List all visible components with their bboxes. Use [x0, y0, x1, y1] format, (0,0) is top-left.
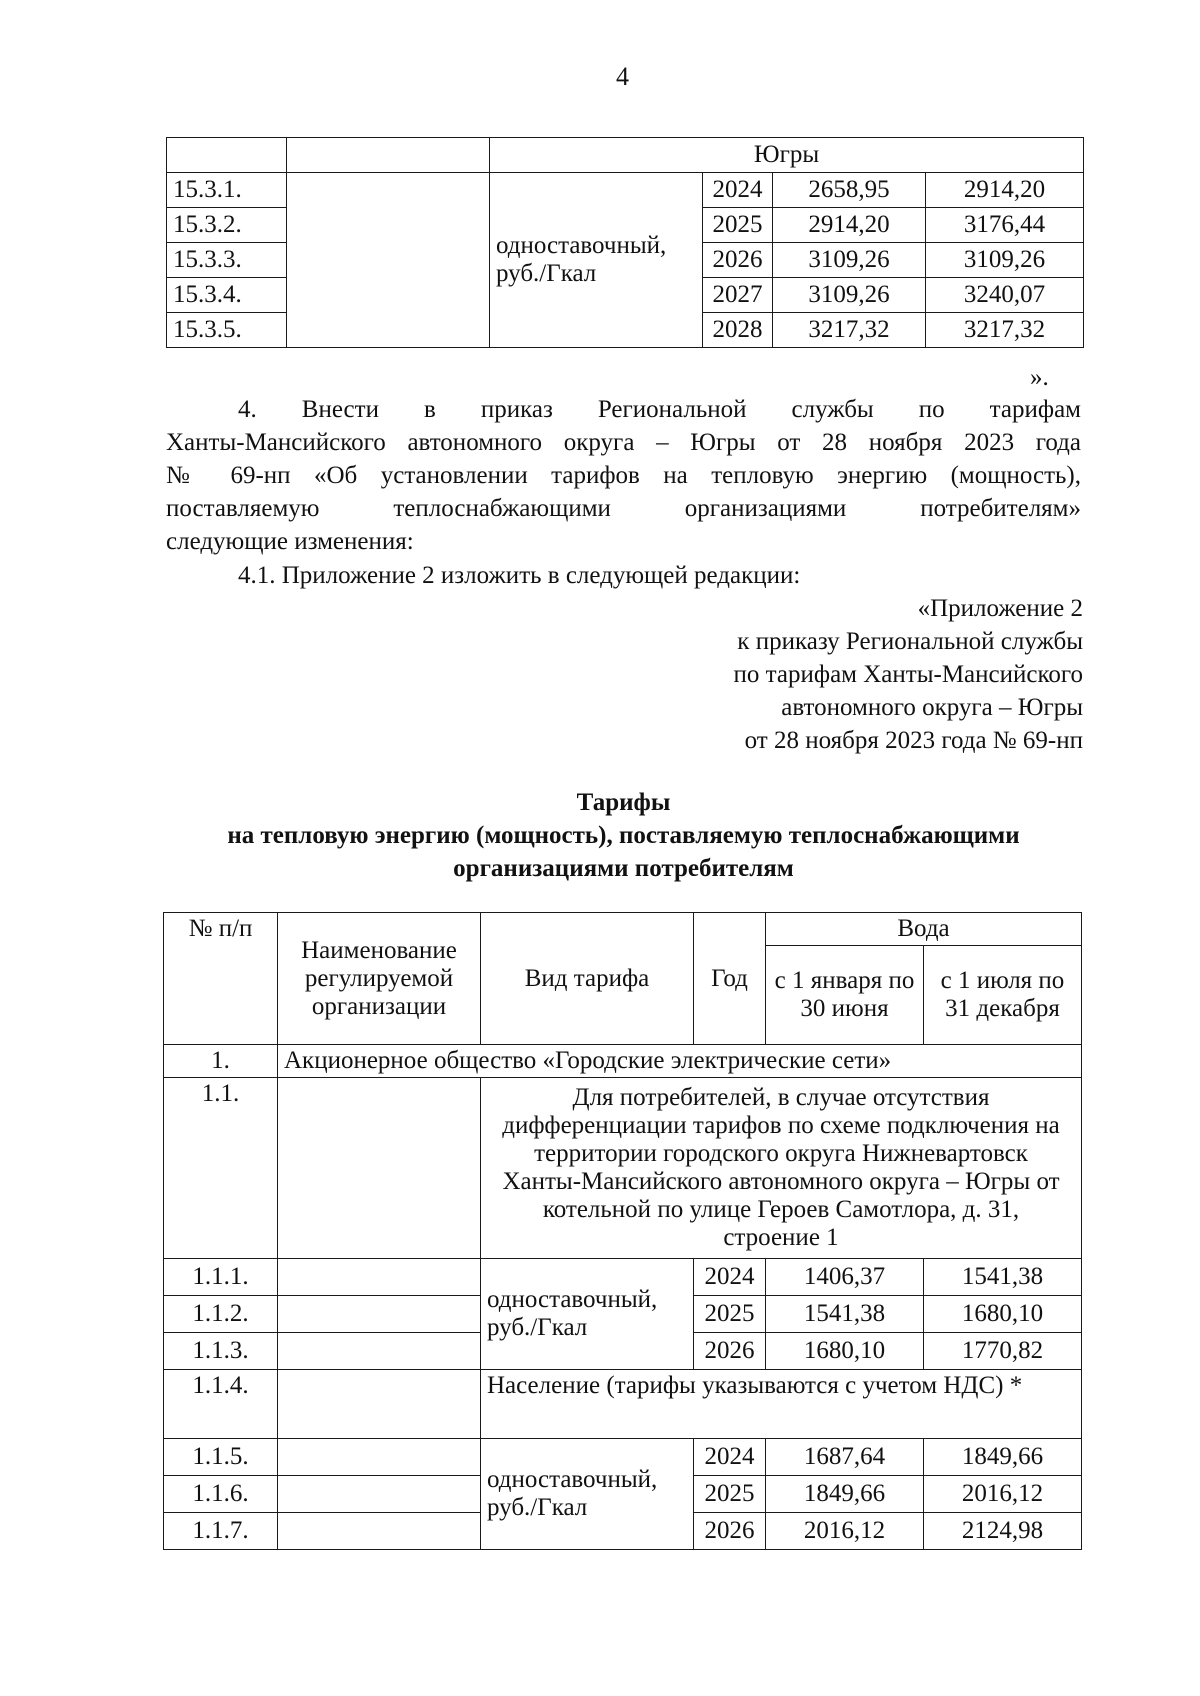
year-cell: 2025	[694, 1476, 766, 1513]
value-cell: 1680,10	[766, 1333, 924, 1370]
table-row	[167, 138, 1084, 173]
cell-empty	[278, 1333, 481, 1370]
row-number: 15.3.5.	[167, 313, 287, 348]
value-cell: 2658,95	[773, 173, 926, 208]
value-cell: 1541,38	[924, 1259, 1082, 1296]
row-number: 15.3.3.	[167, 243, 287, 278]
cell-empty	[278, 1513, 481, 1550]
tariff-type: одноставочный, руб./Гкал	[490, 173, 703, 348]
tariff-type: одноставочный, руб./Гкал	[481, 1259, 694, 1370]
cell-empty	[167, 138, 287, 173]
continuation-table	[166, 137, 1084, 348]
header-number: № п/п	[164, 913, 278, 1045]
cell-empty	[278, 1370, 481, 1439]
header-cell: Югры	[490, 138, 1084, 173]
value-cell: 1770,82	[924, 1333, 1082, 1370]
value-cell: 3217,32	[773, 313, 926, 348]
cell-empty	[278, 1259, 481, 1296]
cell-empty	[278, 1476, 481, 1513]
paragraph-4	[166, 393, 1081, 558]
tariff-type: одноставочный, руб./Гкал	[481, 1439, 694, 1550]
value-cell: 1687,64	[766, 1439, 924, 1476]
organization-name: Акционерное общество «Городские электрические сети»	[278, 1045, 1082, 1078]
paragraph-line: поставляемую теплоснабжающими организациями потребителям»	[166, 495, 1081, 522]
value-cell: 1406,37	[766, 1259, 924, 1296]
value-cell: 2124,98	[924, 1513, 1082, 1550]
year-cell: 2024	[694, 1439, 766, 1476]
table-row	[164, 1078, 1082, 1259]
row-number: 15.3.1.	[167, 173, 287, 208]
cell-empty	[278, 1078, 481, 1259]
appendix-line: «Приложение 2	[917, 595, 1083, 622]
title-line: на тепловую энергию (мощность), поставляемую теплоснабжающими	[227, 822, 1020, 849]
header-organization: Наименование регулируемой организации	[278, 913, 481, 1045]
year-cell: 2025	[694, 1296, 766, 1333]
cell-empty	[278, 1439, 481, 1476]
appendix-reference	[483, 592, 1083, 757]
row-number: 1.	[164, 1045, 278, 1078]
appendix-line: от 28 ноября 2023 года № 69-нп	[744, 727, 1083, 754]
appendix-line: по тарифам Ханты-Мансийского	[733, 661, 1083, 688]
paragraph-line: № 69-нп «Об установлении тарифов на тепловую энергию (мощность),	[166, 462, 1081, 489]
closing-quote: ».	[1030, 364, 1049, 391]
row-number: 1.1.5.	[164, 1439, 278, 1476]
row-number: 1.1.3.	[164, 1333, 278, 1370]
year-cell: 2027	[703, 278, 773, 313]
section-description: Для потребителей, в случае отсутствия дифференциации тарифов по схеме подключения на территории городского округа Нижневартовск Ханты-Мансийского автономного округа – Югры от котельной по улице Героев Самотлора, д. 31, строение 1	[481, 1078, 1082, 1259]
paragraph-line: 4. Внести в приказ Региональной службы по тарифам	[238, 396, 1081, 423]
row-number: 1.1.4.	[164, 1370, 278, 1439]
table-header-row	[164, 913, 1082, 946]
value-cell: 1849,66	[924, 1439, 1082, 1476]
value-cell: 3109,26	[926, 243, 1084, 278]
section-description: Население (тарифы указываются с учетом НДС) *	[481, 1370, 1082, 1439]
org-cell	[287, 173, 490, 348]
title-line: Тарифы	[576, 789, 671, 816]
appendix-line: к приказу Региональной службы	[737, 628, 1083, 655]
value-cell: 1849,66	[766, 1476, 924, 1513]
header-water: Вода	[766, 913, 1082, 946]
value-cell: 3176,44	[926, 208, 1084, 243]
row-number: 1.1.2.	[164, 1296, 278, 1333]
year-cell: 2028	[703, 313, 773, 348]
document-title	[166, 786, 1081, 885]
value-cell: 2914,20	[773, 208, 926, 243]
year-cell: 2024	[703, 173, 773, 208]
year-cell: 2026	[694, 1333, 766, 1370]
year-cell: 2026	[703, 243, 773, 278]
page-number: 4	[616, 62, 629, 91]
value-cell: 3109,26	[773, 278, 926, 313]
value-cell: 2016,12	[924, 1476, 1082, 1513]
year-cell: 2024	[694, 1259, 766, 1296]
table-row	[164, 1045, 1082, 1078]
year-cell: 2025	[703, 208, 773, 243]
header-period-1: с 1 января по 30 июня	[766, 946, 924, 1045]
value-cell: 3109,26	[773, 243, 926, 278]
value-cell: 2914,20	[926, 173, 1084, 208]
value-cell: 3240,07	[926, 278, 1084, 313]
value-cell: 1541,38	[766, 1296, 924, 1333]
row-number: 1.1.6.	[164, 1476, 278, 1513]
header-tariff-type: Вид тарифа	[481, 913, 694, 1045]
value-cell: 3217,32	[926, 313, 1084, 348]
row-number: 1.1.1.	[164, 1259, 278, 1296]
value-cell: 1680,10	[924, 1296, 1082, 1333]
table-row	[167, 173, 1084, 208]
paragraph-line: Ханты-Мансийского автономного округа – Югры от 28 ноября 2023 года	[166, 429, 1081, 456]
value-cell: 2016,12	[766, 1513, 924, 1550]
table-row	[164, 1259, 1082, 1296]
row-number: 15.3.2.	[167, 208, 287, 243]
paragraph-4-1: 4.1. Приложение 2 изложить в следующей редакции:	[238, 562, 801, 589]
year-cell: 2026	[694, 1513, 766, 1550]
row-number: 1.1.7.	[164, 1513, 278, 1550]
cell-empty	[287, 138, 490, 173]
header-period-2: с 1 июля по 31 декабря	[924, 946, 1082, 1045]
tariff-table	[163, 912, 1082, 1550]
header-year: Год	[694, 913, 766, 1045]
cell-empty	[278, 1296, 481, 1333]
table-row	[164, 1370, 1082, 1439]
row-number: 15.3.4.	[167, 278, 287, 313]
table-row	[164, 1439, 1082, 1476]
title-line: организациями потребителям	[453, 855, 794, 882]
paragraph-line: следующие изменения:	[166, 528, 414, 555]
row-number: 1.1.	[164, 1078, 278, 1259]
appendix-line: автономного округа – Югры	[781, 694, 1083, 721]
